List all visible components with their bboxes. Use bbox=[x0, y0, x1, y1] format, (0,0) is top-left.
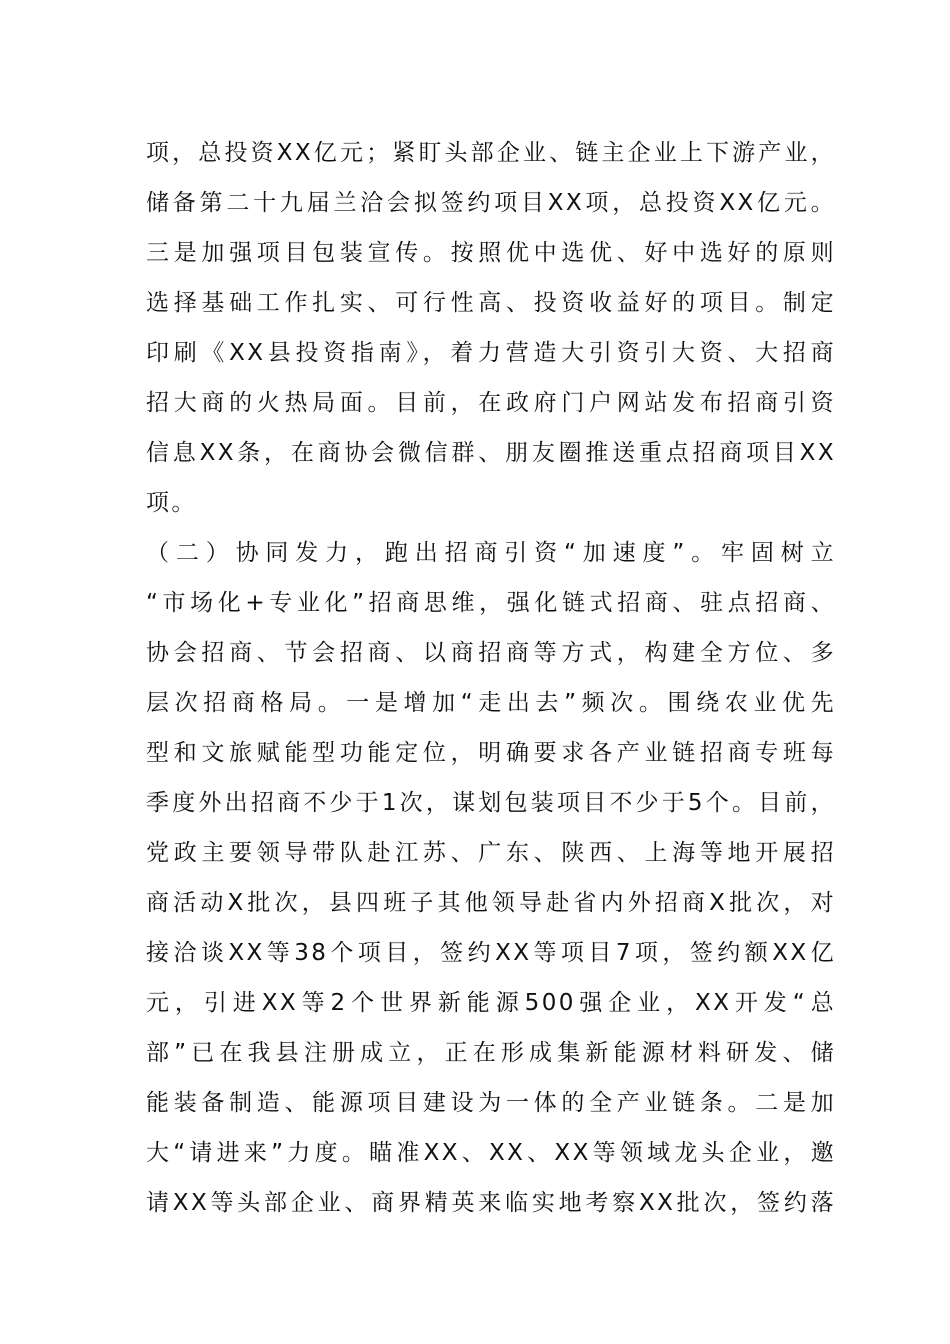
text-line-12: 层次招商格局。一是增加“走出去”频次。围绕农业优先 bbox=[146, 690, 836, 716]
text-line-11: 协会招商、节会招商、以商招商等方式，构建全方位、多 bbox=[146, 640, 836, 666]
text-line-2: 储备第二十九届兰洽会拟签约项目XX项，总投资XX亿元。 bbox=[146, 190, 836, 216]
body-text bbox=[146, 128, 836, 1228]
text-line-21: 大“请进来”力度。瞄准XX、XX、XX等领域龙头企业，邀 bbox=[146, 1140, 836, 1166]
text-line-7: 信息XX条，在商协会微信群、朋友圈推送重点招商项目XX bbox=[146, 440, 836, 466]
text-line-20: 能装备制造、能源项目建设为一体的全产业链条。二是加 bbox=[146, 1090, 836, 1116]
text-line-8: 项。 bbox=[146, 490, 197, 516]
text-line-16: 商活动X批次，县四班子其他领导赴省内外招商X批次，对 bbox=[146, 890, 836, 916]
text-line-18: 元，引进XX等2个世界新能源500强企业，XX开发“总 bbox=[146, 990, 836, 1016]
text-line-10: “市场化+专业化”招商思维，强化链式招商、驻点招商、 bbox=[146, 590, 836, 616]
text-line-19: 部”已在我县注册成立，正在形成集新能源材料研发、储 bbox=[146, 1040, 836, 1066]
text-line-5: 印刷《XX县投资指南》，着力营造大引资引大资、大招商 bbox=[146, 340, 836, 366]
text-line-22: 请XX等头部企业、商界精英来临实地考察XX批次，签约落 bbox=[146, 1190, 836, 1216]
text-line-13: 型和文旅赋能型功能定位，明确要求各产业链招商专班每 bbox=[146, 740, 836, 766]
text-line-15: 党政主要领导带队赴江苏、广东、陕西、上海等地开展招 bbox=[146, 840, 836, 866]
text-line-3: 三是加强项目包装宣传。按照优中选优、好中选好的原则 bbox=[146, 240, 836, 266]
text-line-4: 选择基础工作扎实、可行性高、投资收益好的项目。制定 bbox=[146, 290, 836, 316]
text-line-1: 项，总投资XX亿元；紧盯头部企业、链主企业上下游产业， bbox=[146, 140, 836, 166]
text-line-14: 季度外出招商不少于1次，谋划包装项目不少于5个。目前， bbox=[146, 790, 836, 816]
text-line-17: 接洽谈XX等38个项目，签约XX等项目7项，签约额XX亿 bbox=[146, 940, 836, 966]
text-line-6: 招大商的火热局面。目前，在政府门户网站发布招商引资 bbox=[146, 390, 836, 416]
text-line-9: （二）协同发力，跑出招商引资“加速度”。牢固树立 bbox=[146, 540, 836, 566]
